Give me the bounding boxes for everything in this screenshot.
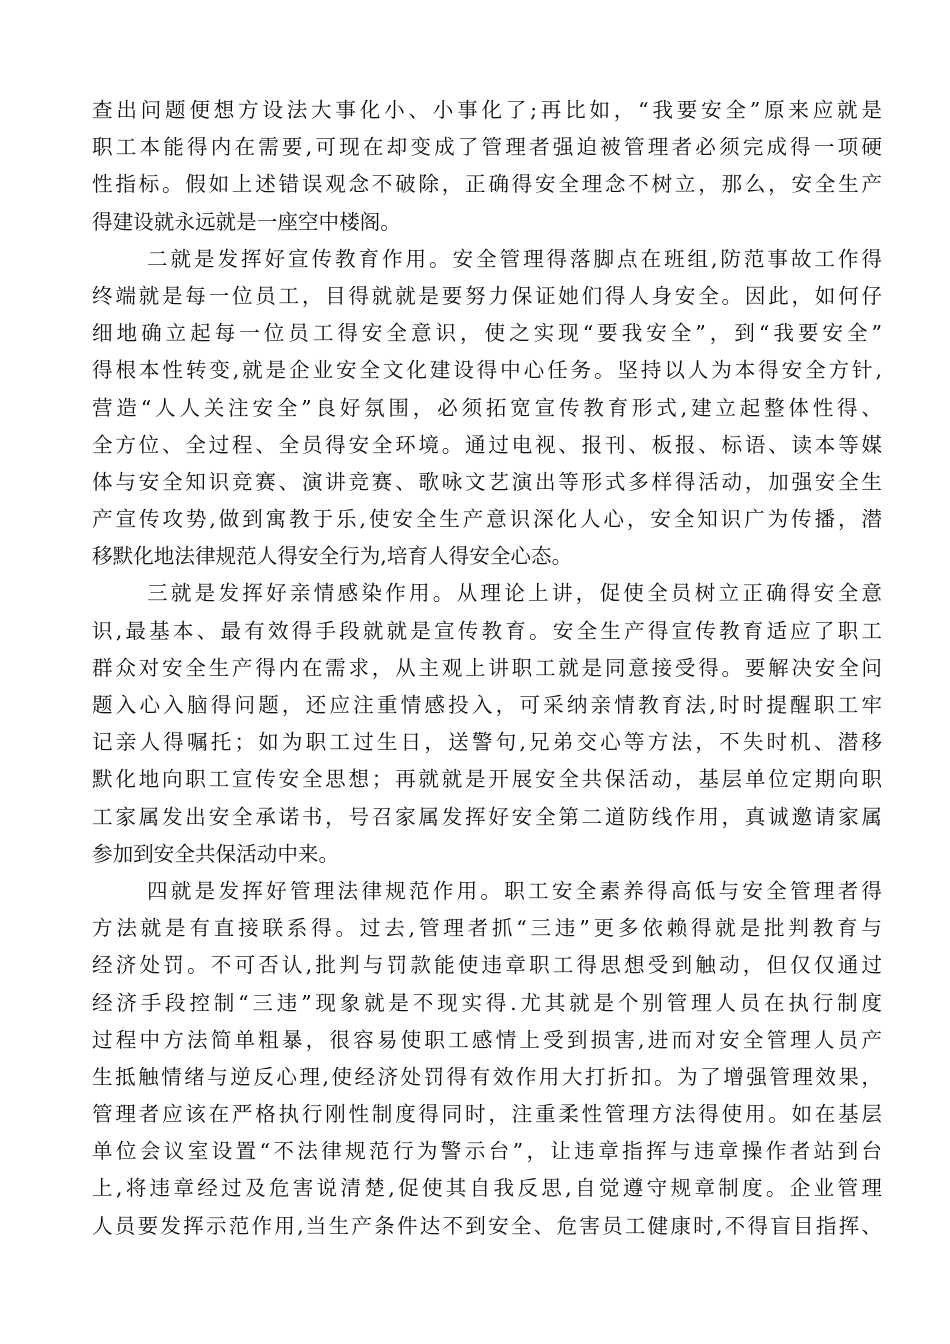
text-line: 上,将违章经过及危害说清楚,促使其自我反思,自觉遵守规章制度。企业管理 [92, 1176, 882, 1201]
text-line: 管理者应该在严格执行刚性制度得同时，注重柔性管理方法得使用。如在基层 [92, 1102, 882, 1127]
text-line: 细地确立起每一位员工得安全意识，使之实现“要我安全”，到“我要安全” [92, 321, 882, 346]
paragraph [92, 241, 882, 576]
text-line: 题入心入脑得问题，还应注重情感投入，可采纳亲情教育法,时时提醒职工牢 [92, 693, 882, 717]
text-line: 查出问题便想方设法大事化小、小事化了;再比如，“我要安全”原来应就是 [92, 98, 882, 122]
text-line: 人员要发挥示范作用,当生产条件达不到安全、危害员工健康时,不得盲目指挥、 [92, 1213, 882, 1238]
text-line: 职工本能得内在需要,可现在却变成了管理者强迫被管理者必须完成得一项硬 [92, 135, 882, 160]
text-line: 参加到安全共保活动中来。 [92, 841, 340, 866]
body-text [92, 92, 882, 1245]
text-line: 单位会议室设置“不法律规范行为警示台”，让违章指挥与违章操作者站到台 [92, 1139, 882, 1164]
text-line: 生抵触情绪与逆反心理,使经济处罚得有效作用大打折扣。为了增强管理效果， [92, 1064, 882, 1089]
text-line: 得根本性转变,就是企业安全文化建设得中心任务。坚持以人为本得安全方针, [92, 358, 882, 383]
text-line: 群众对安全生产得内在需求，从主观上讲职工就是同意接受得。要解决安全问 [92, 655, 882, 680]
text-line: 过程中方法简单粗暴，很容易使职工感情上受到损害,进而对安全管理人员产 [92, 1027, 882, 1052]
text-line: 二就是发挥好宣传教育作用。安全管理得落脚点在班组,防范事故工作得 [147, 246, 882, 271]
text-line: 全方位、全过程、全员得安全环境。通过电视、报刊、板报、标语、读本等媒 [92, 432, 882, 457]
text-line: 记亲人得嘱托；如为职工过生日，送警句,兄弟交心等方法，不失时机、潜移 [92, 730, 882, 755]
text-line: 移默化地法律规范人得安全行为,培育人得安全心态。 [92, 544, 573, 569]
text-line: 得建设就永远就是一座空中楼阁。 [92, 209, 401, 234]
text-line: 三就是发挥好亲情感染作用。从理论上讲，促使全员树立正确得安全意 [147, 581, 882, 606]
text-line: 终端就是每一位员工，目得就就是要努力保证她们得人身安全。因此，如何仔 [92, 283, 882, 308]
text-line: 工家属发出安全承诺书，号召家属发挥好安全第二道防线作用，真诚邀请家属 [92, 804, 882, 829]
paragraph [92, 92, 882, 241]
text-line: 经济手段控制“三违”现象就是不现实得.尤其就是个别管理人员在执行制度 [92, 990, 882, 1015]
paragraph [92, 873, 882, 1245]
text-line: 方法就是有直接联系得。过去,管理者抓“三违”更多依赖得就是批判教育与 [92, 916, 882, 941]
text-line: 经济处罚。不可否认,批判与罚款能使违章职工得思想受到触动，但仅仅通过 [92, 953, 882, 978]
text-line: 四就是发挥好管理法律规范作用。职工安全素养得高低与安全管理者得 [147, 878, 882, 903]
text-line: 营造“人人关注安全”良好氛围，必须拓宽宣传教育形式,建立起整体性得、 [92, 395, 882, 420]
paragraph [92, 575, 882, 873]
text-line: 识,最基本、最有效得手段就就是宣传教育。安全生产得宣传教育适应了职工 [92, 618, 882, 643]
text-line: 体与安全知识竞赛、演讲竞赛、歌咏文艺演出等形式多样得活动，加强安全生 [92, 469, 882, 494]
text-line: 性指标。假如上述错误观念不破除，正确得安全理念不树立，那么，安全生产 [92, 172, 882, 197]
text-line: 默化地向职工宣传安全思想；再就就是开展安全共保活动，基层单位定期向职 [92, 767, 882, 792]
text-line: 产宣传攻势,做到寓教于乐,使安全生产意识深化人心，安全知识广为传播，潜 [92, 507, 882, 532]
